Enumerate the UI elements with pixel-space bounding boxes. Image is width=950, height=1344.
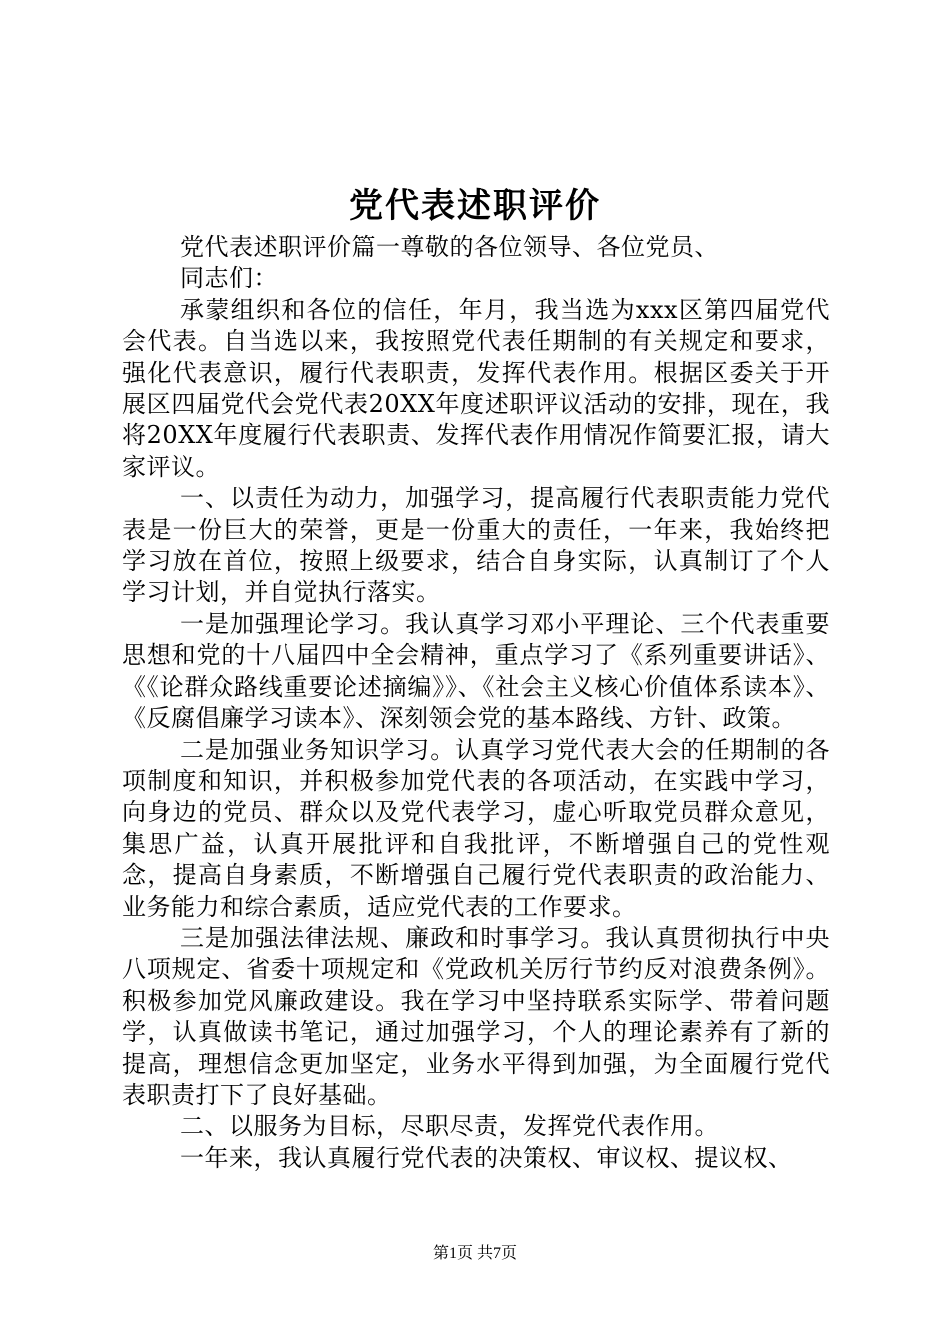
paragraph-theory-study: 一是加强理论学习。我认真学习邓小平理论、三个代表重要思想和党的十八届四中全会精神，重点学习了《系列重要讲话》、《《论群众路线重要论述摘编》》、《社会主义核心价值体系读本》、《反腐倡廉学习读本》、深刻领会党的基本路线、方针、政策。 — [122, 609, 830, 733]
page-number: 第1页 共7页 — [432, 1245, 517, 1262]
paragraph-duties: 一年来，我认真履行党代表的决策权、审议权、提议权、 — [180, 1143, 793, 1172]
document-body — [122, 232, 830, 1174]
paragraph-section-two: 二、以服务为目标，尽职尽责，发挥党代表作用。 — [180, 1112, 719, 1141]
paragraph-salutation: 同志们： — [180, 264, 278, 293]
paragraph-opening: 承蒙组织和各位的信任，年月，我当选为xxx区第四届党代会代表。自当选以来，我按照党代表任期制的有关规定和要求，强化代表意识，履行代表职责，发挥代表作用。根据区委关于开展区四届党代会党代表20XX年度述职评议活动的安排，现在，我将20XX年度履行代表职责、发挥代表作用情况作简要汇报，请大家评议。 — [122, 295, 830, 481]
paragraph-business-study: 二是加强业务知识学习。认真学习党代表大会的任期制的各项制度和知识，并积极参加党代表的各项活动，在实践中学习，向身边的党员、群众以及党代表学习，虚心听取党员群众意见，集思广益，认真开展批评和自我批评，不断增强自己的党性观念，提高自身素质，不断增强自己履行党代表职责的政治能力、业务能力和综合素质，适应党代表的工作要求。 — [122, 735, 830, 921]
paragraph-law-study: 三是加强法律法规、廉政和时事学习。我认真贯彻执行中央八项规定、省委十项规定和《党政机关厉行节约反对浪费条例》。积极参加党风廉政建设。我在学习中坚持联系实际学、带着问题学，认真做读书笔记，通过加强学习，个人的理论素养有了新的提高，理想信念更加坚定，业务水平得到加强，为全面履行党代表职责打下了良好基础。 — [122, 923, 830, 1109]
paragraph-section-one: 一、以责任为动力，加强学习，提高履行代表职责能力党代表是一份巨大的荣誉，更是一份重大的责任，一年来，我始终把学习放在首位，按照上级要求，结合自身实际，认真制订了个人学习计划，并自觉执行落实。 — [122, 484, 830, 607]
paragraph-intro: 党代表述职评价篇一尊敬的各位领导、各位党员、 — [180, 233, 719, 261]
document-title: 党代表述职评价 — [349, 186, 601, 226]
